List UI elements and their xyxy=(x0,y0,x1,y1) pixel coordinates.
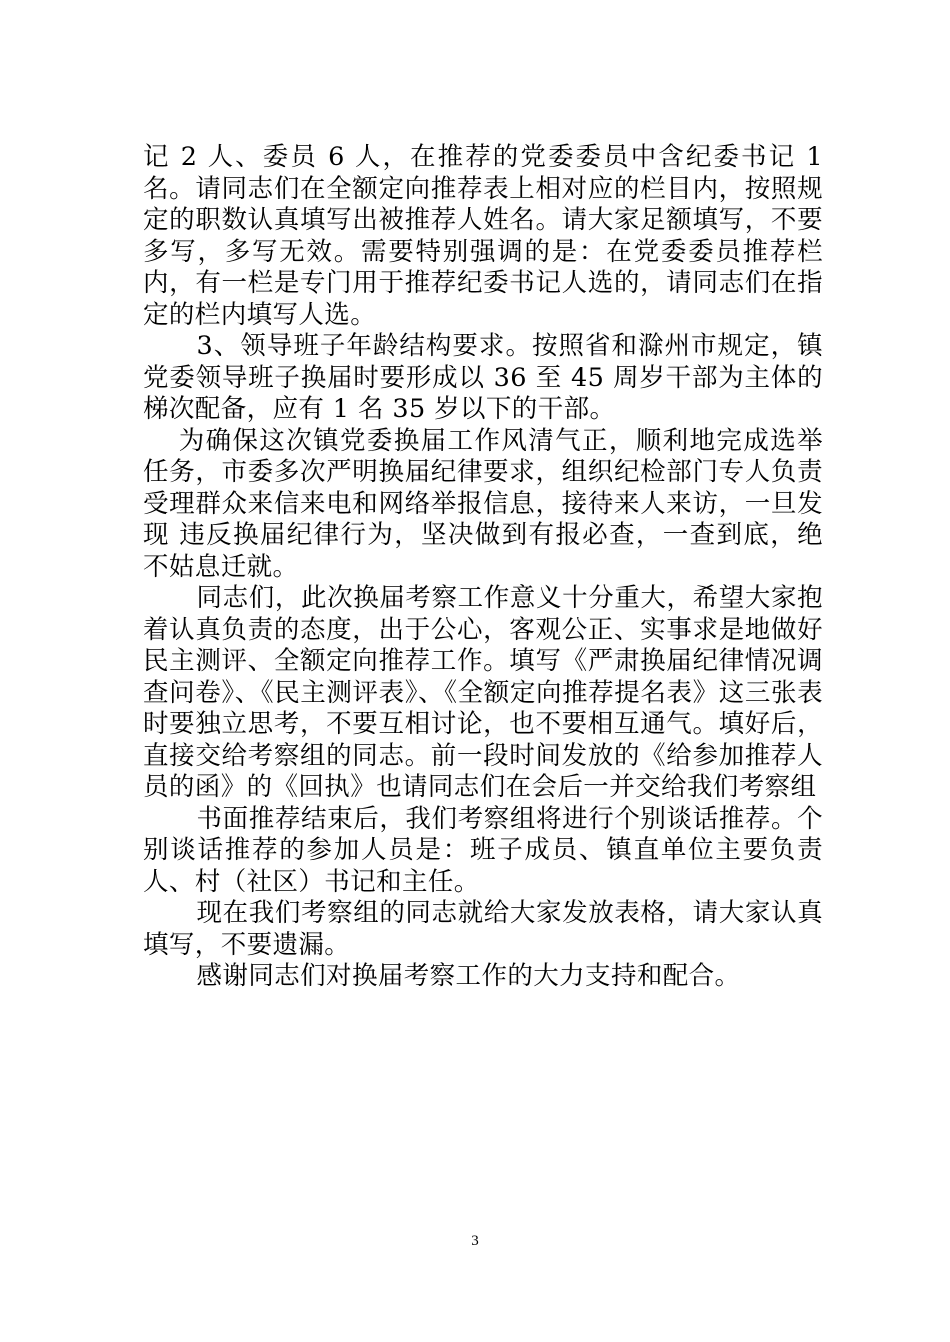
paragraph-age-structure: 3、领导班子年龄结构要求。按照省和滁州市规定，镇党委领导班子换届时要形成以 36 至 45 周岁干部为主体的梯次配备，应有 1 名 35 岁以下的干部。 xyxy=(143,331,823,424)
document-body xyxy=(143,142,823,993)
paragraph-forms-instructions: 同志们，此次换届考察工作意义十分重大，希望大家抱着认真负责的态度，出于公心，客观公正、实事求是地做好民主测评、全额定向推荐工作。填写《严肃换届纪律情况调查问卷》、《民主测评表》、《全额定向推荐提名表》这三张表时要独立思考，不要互相讨论，也不要相互通气。填好后，直接交给考察组的同志。前一段时间发放的《给参加推荐人员的函》的《回执》也请同志们在会后一并交给我们考察组 xyxy=(143,583,823,802)
paragraph-recommendation-rules: 记 2 人、委员 6 人，在推荐的党委委员中含纪委书记 1 名。请同志们在全额定向推荐表上相对应的栏目内，按照规定的职数认真填写出被推荐人姓名。请大家足额填写，不要多写，多写无效。需要特别强调的是：在党委委员推荐栏内，有一栏是专门用于推荐纪委书记人选的，请同志们在指定的栏内填写人选。 xyxy=(143,142,823,330)
paragraph-thanks: 感谢同志们对换届考察工作的大力支持和配合。 xyxy=(196,961,741,991)
paragraph-distribute-forms: 现在我们考察组的同志就给大家发放表格，请大家认真填写，不要遗漏。 xyxy=(143,898,823,960)
page-number: 3 xyxy=(471,1233,479,1249)
paragraph-individual-interviews: 书面推荐结束后，我们考察组将进行个别谈话推荐。个别谈话推荐的参加人员是：班子成员、镇直单位主要负责人、村（社区）书记和主任。 xyxy=(143,803,823,897)
paragraph-discipline: 为确保这次镇党委换届工作风清气正，顺利地完成选举任务，市委多次严明换届纪律要求，组织纪检部门专人负责受理群众来信来电和网络举报信息，接待来人来访，一旦发现 违反换届纪律行为，坚决做到有报必查，一查到底，绝不姑息迁就。 xyxy=(143,425,823,582)
